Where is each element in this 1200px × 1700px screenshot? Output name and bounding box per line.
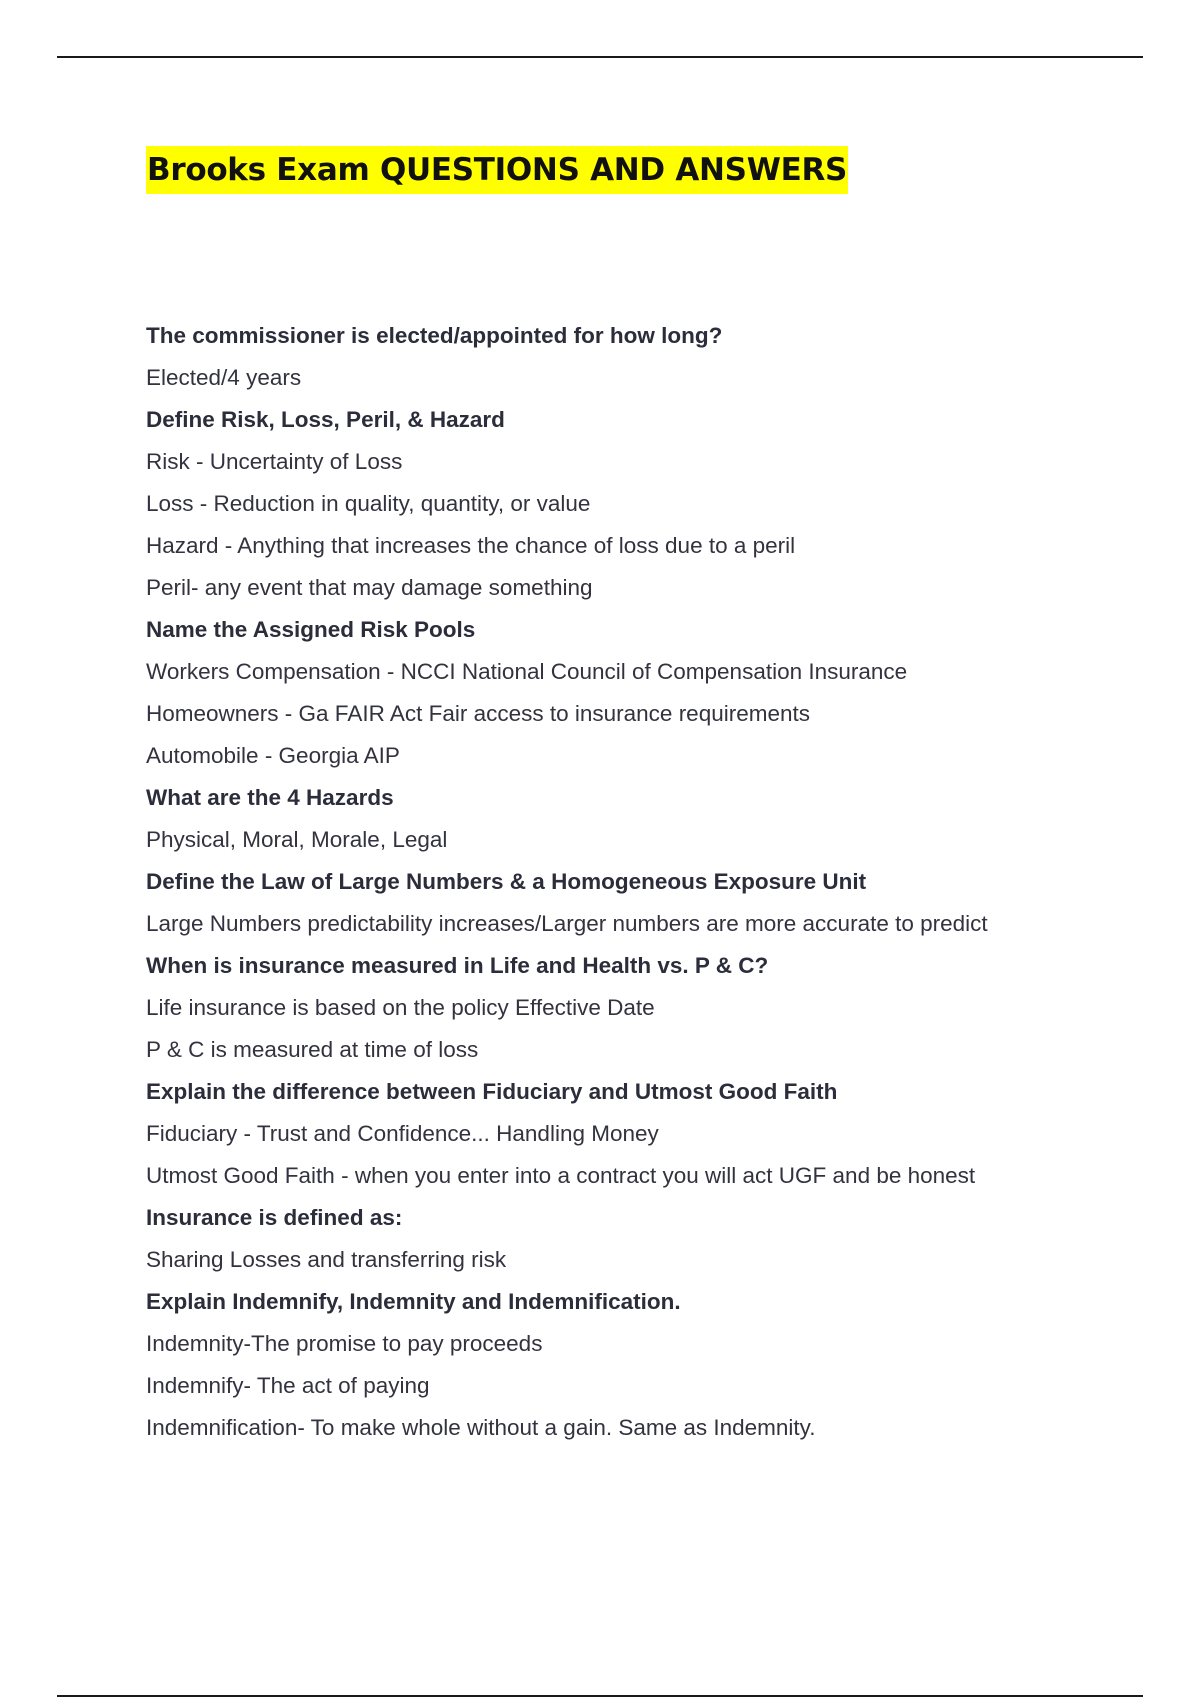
answer-text: Loss - Reduction in quality, quantity, or value (146, 491, 591, 516)
document-title: Brooks Exam QUESTIONS AND ANSWERS (146, 146, 848, 194)
question-text: Name the Assigned Risk Pools (146, 617, 476, 642)
qa-list (146, 315, 1086, 1449)
answer-text: Indemnify- The act of paying (146, 1373, 430, 1398)
answer-text: Risk - Uncertainty of Loss (146, 449, 403, 474)
question-text: The commissioner is elected/appointed for how long? (146, 323, 723, 348)
answer-text: Indemnification- To make whole without a gain. Same as Indemnity. (146, 1415, 816, 1440)
answer-text: Elected/4 years (146, 365, 302, 390)
question-text: Insurance is defined as: (146, 1205, 403, 1230)
title-block (146, 146, 848, 194)
footer-rule (57, 1695, 1143, 1697)
question-text: Define the Law of Large Numbers & a Homogeneous Exposure Unit (146, 869, 867, 894)
answer-text: Life insurance is based on the policy Effective Date (146, 995, 655, 1020)
answer-text: P & C is measured at time of loss (146, 1037, 479, 1062)
question-text: When is insurance measured in Life and Health vs. P & C? (146, 953, 769, 978)
answer-text: Sharing Losses and transferring risk (146, 1247, 507, 1272)
header-rule (57, 56, 1143, 58)
answer-text: Peril- any event that may damage something (146, 575, 593, 600)
answer-text: Homeowners - Ga FAIR Act Fair access to insurance requirements (146, 701, 811, 726)
answer-text: Utmost Good Faith - when you enter into a contract you will act UGF and be honest (146, 1163, 976, 1188)
question-text: Explain the difference between Fiduciary and Utmost Good Faith (146, 1079, 838, 1104)
answer-text: Indemnity-The promise to pay proceeds (146, 1331, 543, 1356)
question-text: Explain Indemnify, Indemnity and Indemnification. (146, 1289, 681, 1314)
answer-text: Workers Compensation - NCCI National Council of Compensation Insurance (146, 659, 908, 684)
question-text: Define Risk, Loss, Peril, & Hazard (146, 407, 505, 432)
answer-text: Fiduciary - Trust and Confidence... Handling Money (146, 1121, 659, 1146)
answer-text: Automobile - Georgia AIP (146, 743, 400, 768)
answer-text: Hazard - Anything that increases the chance of loss due to a peril (146, 533, 796, 558)
answer-text: Large Numbers predictability increases/Larger numbers are more accurate to predict (146, 911, 988, 936)
answer-text: Physical, Moral, Morale, Legal (146, 827, 448, 852)
question-text: What are the 4 Hazards (146, 785, 394, 810)
